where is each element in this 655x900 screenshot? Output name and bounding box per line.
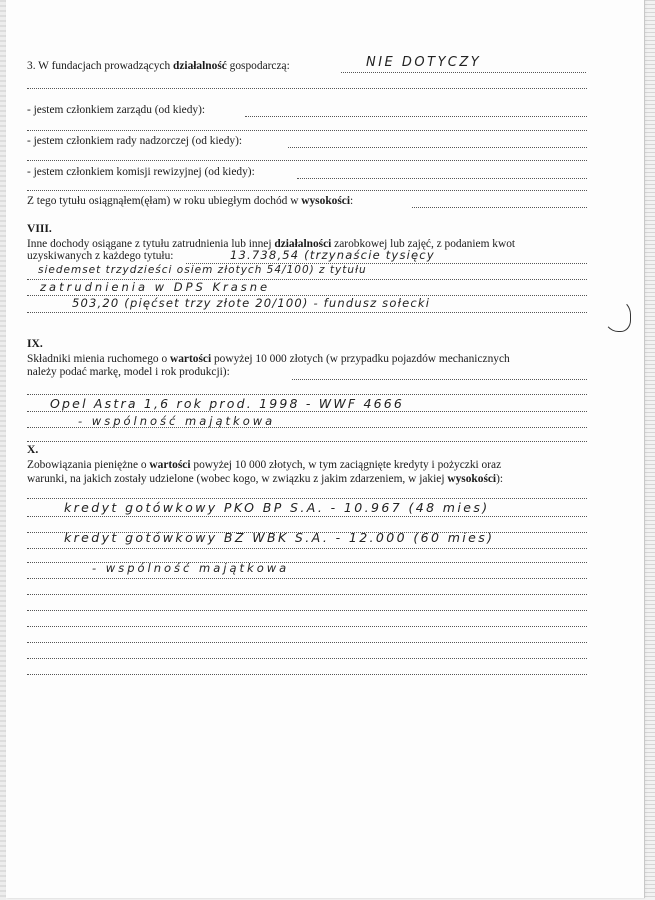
dotted-line [27,642,587,643]
section-10-question: Zobowiązania pieniężne o wartości powyżej 10 000 złotych, w tym zaciągnięte kredyty i pożyczki oraz [27,459,502,471]
dotted-line [27,578,587,579]
dotted-line [27,626,587,627]
dotted-line [27,610,587,611]
answer-line [341,72,586,73]
handwriting-flourish [603,300,631,332]
supervisory-board-label: - jestem członkiem rady nadzorczej (od kiedy): [27,135,243,147]
section-3-handwritten-answer: NIE DOTYCZY [366,55,482,70]
dotted-line [27,190,587,191]
answer-line [297,178,587,179]
section-8-handwriting-2: siedemset trzydzieści osiem złotych 54/100) z tytułu [38,264,367,276]
section-8-heading: VIII. [27,222,52,235]
section-10-handwriting-2: kredyt gotówkowy BZ WBK S.A. - 12.000 (60 mies) [64,530,495,545]
answer-line [292,379,587,380]
income-label: Z tego tytułu osiągnąłem(ęłam) w roku ubiegłym dochód w wysokości: [27,195,354,207]
dotted-line [27,394,587,395]
dotted-line [27,441,587,442]
section-10-handwriting-1: kredyt gotówkowy PKO BP S.A. - 10.967 (48 mies) [64,500,490,515]
dotted-line [27,498,587,499]
section-9-handwriting-1: Opel Astra 1,6 rok prod. 1998 - WWF 4666 [50,396,405,411]
section-9-question-cont: należy podać markę, model i rok produkcji): [27,366,230,378]
section-8-handwriting-3: zatrudnienia w DPS Krasne [40,280,271,294]
dotted-line [27,674,587,675]
section-8-question: Inne dochody osiągane z tytułu zatrudnienia lub innej działalności zarobkowej lub zajęć, z podaniem kwot [27,238,516,250]
dotted-line [27,312,587,313]
section-8-question-cont: uzyskiwanych z każdego tytułu: [27,250,174,262]
dotted-line [27,594,587,595]
dotted-line [27,88,587,89]
dotted-line [27,658,587,659]
scan-right-edge [645,0,655,900]
section-8-handwriting-1: 13.738,54 (trzynaście tysięcy [230,248,435,262]
section-10-handwriting-3: - wspólność majątkowa [92,561,290,575]
section-9-handwriting-2: - wspólność majątkowa [78,414,276,428]
management-board-label: - jestem członkiem zarządu (od kiedy): [27,104,206,116]
section-10-question-cont: warunki, na jakich zostały udzielone (wobec kogo, w związku z jakim zdarzeniem, w jakiej wysokości): [27,473,504,485]
section-3-question: 3. W fundacjach prowadzących działalność gospodarczą: [27,60,290,72]
section-10-heading: X. [27,443,39,456]
section-9-heading: IX. [27,337,43,350]
answer-line [412,207,587,208]
answer-line [245,116,587,117]
dotted-line [27,411,587,412]
dotted-line [27,516,587,517]
section-8-handwriting-4: 503,20 (pięćset trzy złote 20/100) - fundusz sołecki [72,296,431,310]
dotted-line [27,548,587,549]
dotted-line [27,130,587,131]
dotted-line [27,160,587,161]
audit-committee-label: - jestem członkiem komisji rewizyjnej (od kiedy): [27,166,255,178]
answer-line [288,147,587,148]
dotted-line [27,427,587,428]
section-9-question: Składniki mienia ruchomego o wartości powyżej 10 000 złotych (w przypadku pojazdów mechanicznych [27,353,510,365]
